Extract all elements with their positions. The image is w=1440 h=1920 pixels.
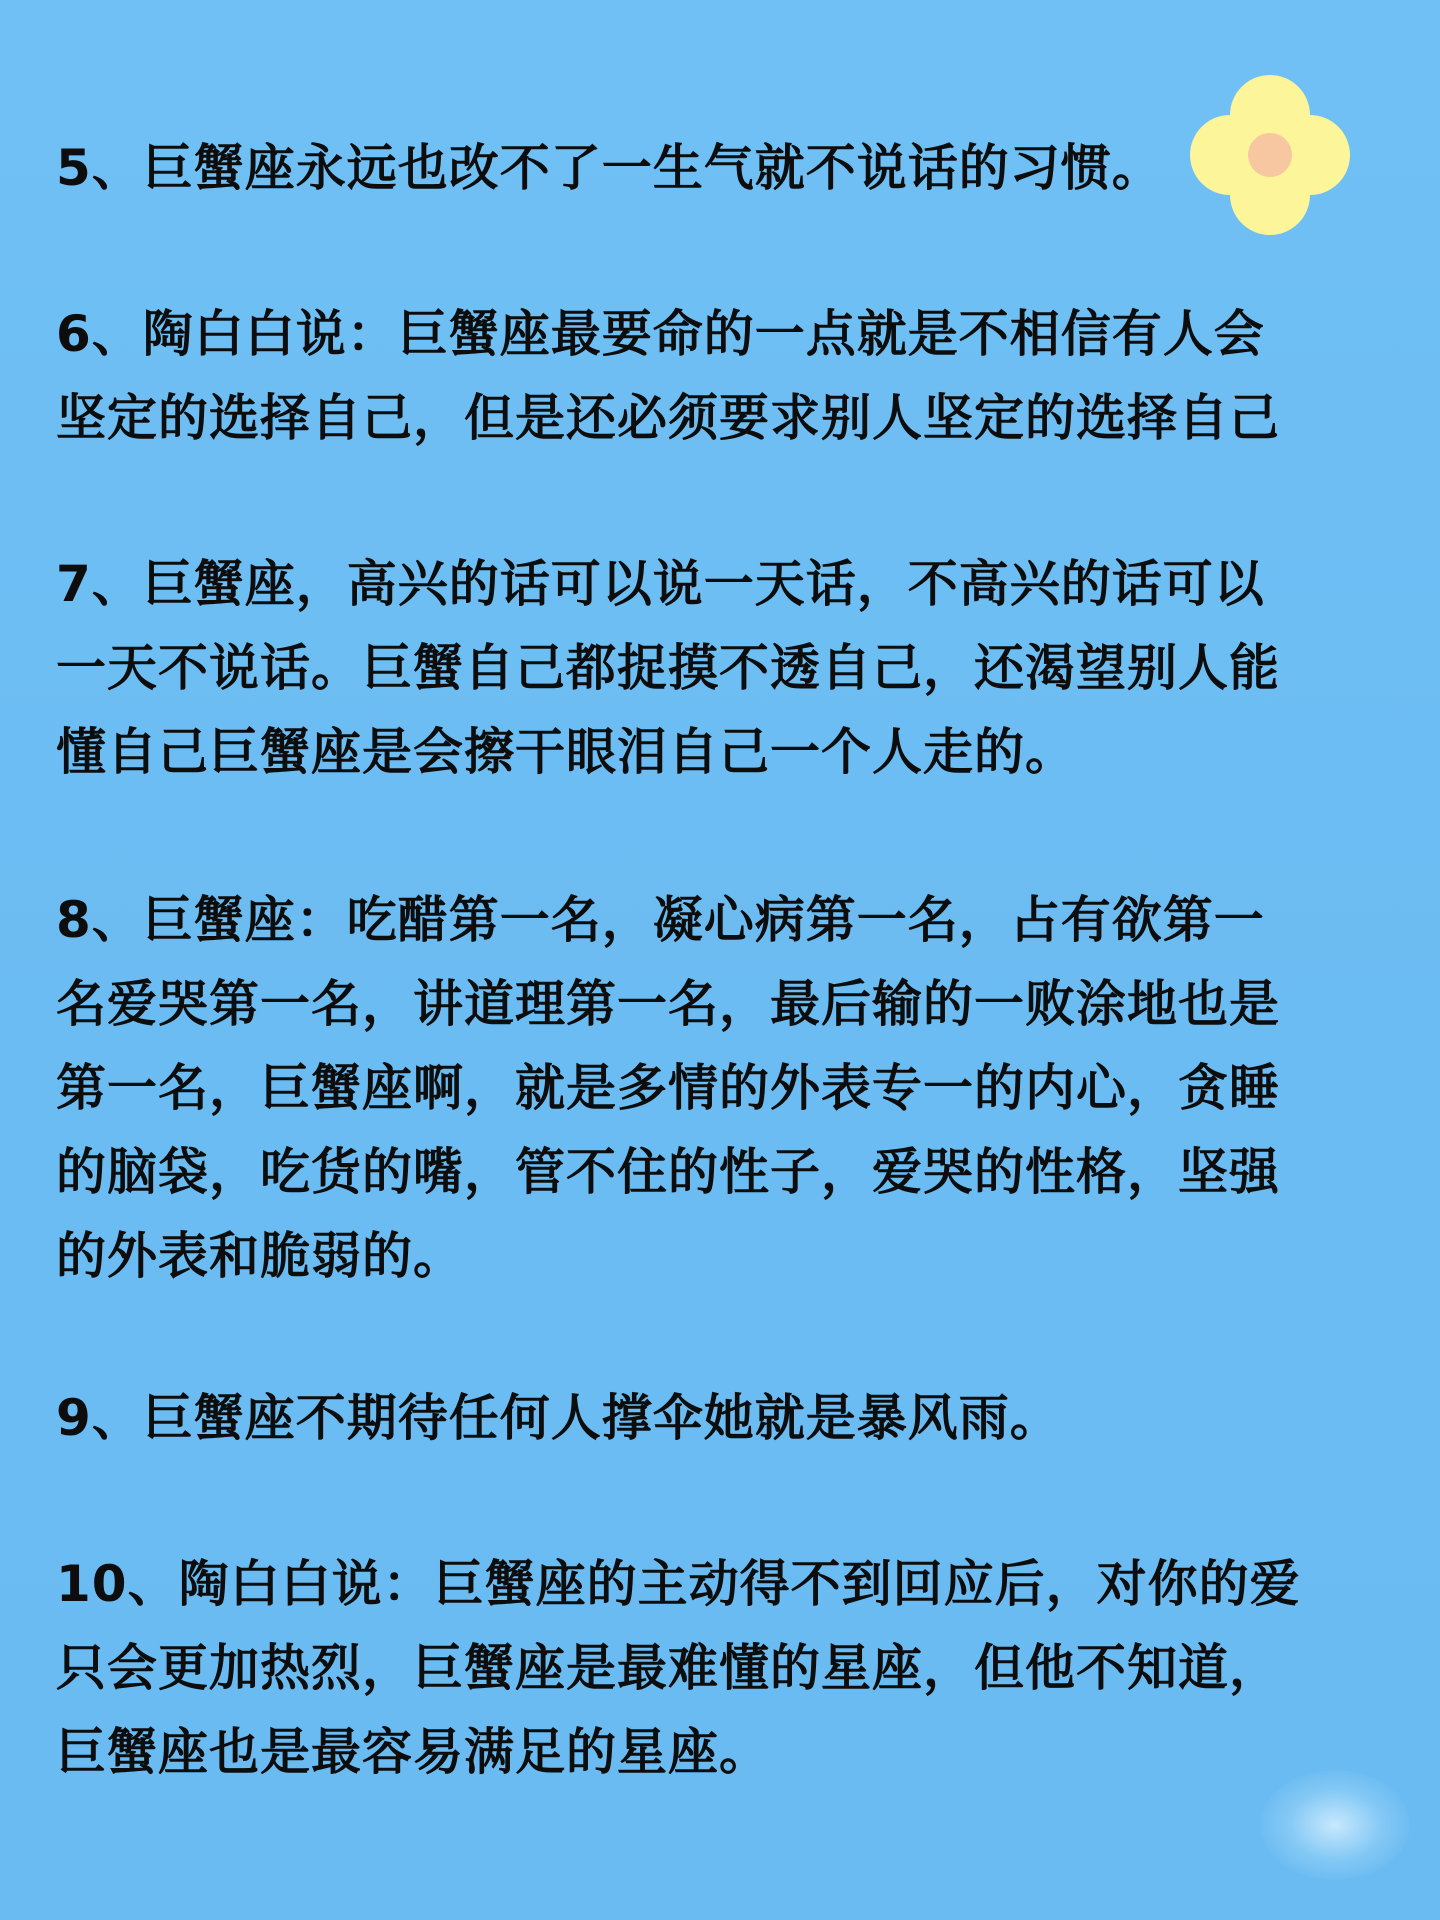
light-glow (1260, 1770, 1410, 1880)
paragraph-5: 5、巨蟹座永远也改不了一生气就不说话的习惯。 (56, 139, 1163, 197)
paragraph-9: 9、巨蟹座不期待任何人撑伞她就是暴风雨。 (56, 1389, 1061, 1447)
flower-center (1248, 133, 1292, 177)
paragraph-7: 7、巨蟹座，高兴的话可以说一天话，不高兴的话可以 一天不说话。巨蟹自己都捉摸不透自己，还渴望别人能 懂自己巨蟹座是会擦干眼泪自己一个人走的。 (56, 555, 1280, 781)
flower-icon (1190, 75, 1350, 235)
paragraph-8: 8、巨蟹座：吃醋第一名，凝心病第一名，占有欲第一 名爱哭第一名，讲道理第一名，最后输的一败涂地也是 第一名，巨蟹座啊，就是多情的外表专一的内心，贪睡 的脑袋，吃货的嘴，管不住的性子，爱哭的性格，坚强 的外表和脆弱的。 (56, 891, 1280, 1285)
paragraph-6: 6、陶白白说：巨蟹座最要命的一点就是不相信有人会 坚定的选择自己，但是还必须要求别人坚定的选择自己 (56, 305, 1280, 447)
paragraph-10: 10、陶白白说：巨蟹座的主动得不到回应后，对你的爱 只会更加热烈，巨蟹座是最难懂的星座，但他不知道， 巨蟹座也是最容易满足的星座。 (56, 1555, 1301, 1781)
